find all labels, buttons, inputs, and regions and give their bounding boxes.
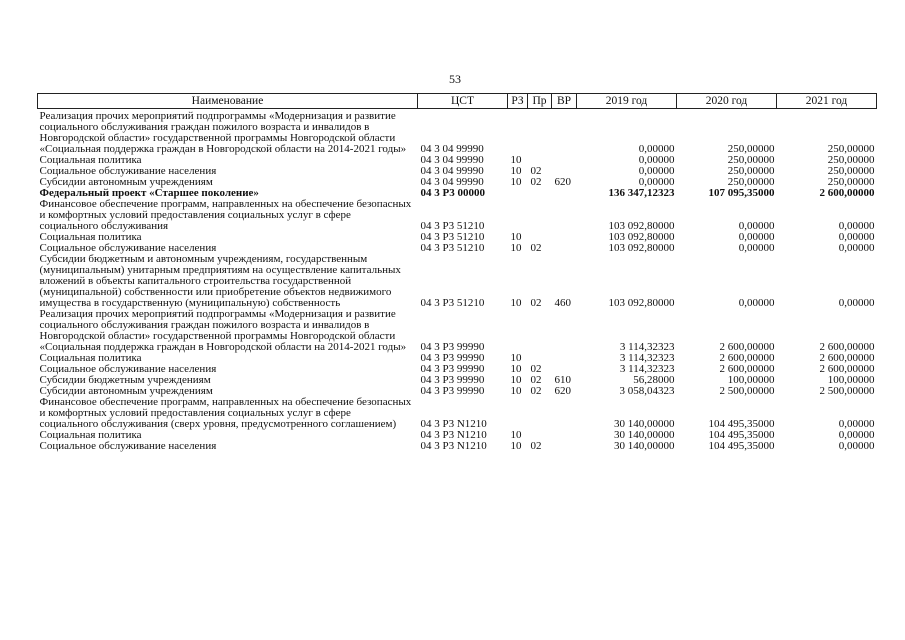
row-2021: 100,00000 [827, 374, 875, 386]
row-name: Федеральный проект «Старшее поколение» [39, 187, 259, 199]
table-row [38, 309, 877, 353]
row-2021: 2 600,00000 [819, 341, 875, 353]
row-pr: 02 [530, 242, 542, 254]
row-2020: 250,00000 [727, 143, 775, 155]
row-2021: 250,00000 [827, 165, 875, 177]
row-2021: 2 500,00000 [819, 385, 875, 397]
row-vr: 620 [554, 176, 571, 188]
row-cst: 04 3 P3 99990 [420, 363, 485, 375]
table-row [38, 397, 877, 430]
row-cst: 04 3 04 99990 [420, 154, 484, 166]
row-vr [552, 430, 577, 441]
row-2020: 250,00000 [727, 154, 775, 166]
row-2021: 0,00000 [838, 220, 875, 232]
row-pr: 02 [530, 297, 542, 309]
row-vr [552, 199, 577, 232]
row-vr [552, 309, 577, 353]
row-2021: 250,00000 [827, 143, 875, 155]
row-2019: 103 092,80000 [608, 242, 675, 254]
row-2019: 30 140,00000 [614, 418, 675, 430]
row-name: Финансовое обеспечение программ, направленных на обеспечение безопасных и комфортных условий предоставления социальных услуг в сфере социального обслуживания (сверх уровня, предусмотренного соглашением) [39, 396, 412, 430]
row-2021: 0,00000 [838, 440, 875, 452]
row-name: Социальная политика [39, 352, 142, 364]
row-2019: 30 140,00000 [614, 440, 675, 452]
row-2020: 250,00000 [727, 176, 775, 188]
row-2019: 3 114,32323 [619, 363, 675, 375]
header-pr: Пр [528, 94, 552, 109]
row-2021: 0,00000 [838, 297, 875, 309]
row-2020: 2 500,00000 [719, 385, 775, 397]
row-rz: 10 [510, 176, 522, 188]
header-2021: 2021 год [777, 94, 877, 109]
row-name: Социальная политика [39, 154, 142, 166]
table-header-row [38, 94, 877, 109]
row-2019: 0,00000 [638, 143, 675, 155]
row-2020: 2 600,00000 [719, 341, 775, 353]
row-name: Финансовое обеспечение программ, направленных на обеспечение безопасных и комфортных условий предоставления социальных услуг в сфере социального обслуживания [39, 198, 412, 232]
row-name: Социальная политика [39, 231, 142, 243]
row-name: Реализация прочих мероприятий подпрограммы «Модернизация и развитие социального обслуживания граждан пожилого возраста и инвалидов в Новгородской области» государственной программы Новгородской области «Социальная поддержка граждан в Новгородской области на 2014-2021 годы» [39, 308, 407, 353]
row-cst: 04 3 P3 N1210 [420, 429, 487, 441]
row-vr [552, 155, 577, 166]
row-2020: 250,00000 [727, 165, 775, 177]
row-pr: 02 [530, 176, 542, 188]
row-cst: 04 3 P3 99990 [420, 385, 485, 397]
row-rz [508, 199, 528, 232]
row-rz: 10 [510, 154, 522, 166]
row-2019: 3 114,32323 [619, 352, 675, 364]
row-rz: 10 [510, 440, 522, 452]
row-pr: 02 [530, 165, 542, 177]
header-2019: 2019 год [577, 94, 677, 109]
header-rz: РЗ [508, 94, 528, 109]
row-2020: 0,00000 [738, 220, 775, 232]
row-name: Реализация прочих мероприятий подпрограммы «Модернизация и развитие социального обслуживания граждан пожилого возраста и инвалидов в Новгородской области» государственной программы Новгородской области «Социальная поддержка граждан в Новгородской области на 2014-2021 годы» [39, 110, 407, 155]
row-name: Социальная политика [39, 429, 142, 441]
row-rz [508, 397, 528, 430]
row-2020: 107 095,35000 [708, 187, 775, 199]
row-vr [552, 109, 577, 156]
row-2021: 0,00000 [838, 242, 875, 254]
budget-table [37, 93, 877, 452]
row-rz [508, 109, 528, 156]
row-cst: 04 3 P3 N1210 [420, 440, 487, 452]
row-pr: 02 [530, 363, 542, 375]
page-number: 53 [449, 72, 461, 86]
row-2020: 0,00000 [738, 242, 775, 254]
row-2019: 0,00000 [638, 154, 675, 166]
row-2019: 103 092,80000 [608, 231, 675, 243]
row-2019: 56,28000 [633, 374, 675, 386]
row-rz: 10 [510, 363, 522, 375]
row-name: Субсидии автономным учреждениям [39, 176, 213, 188]
row-vr: 460 [554, 297, 571, 309]
row-2019: 136 347,12323 [608, 187, 675, 199]
row-vr [552, 232, 577, 243]
row-2021: 0,00000 [838, 418, 875, 430]
row-pr [528, 109, 552, 156]
header-vr: ВР [552, 94, 577, 109]
header-name: Наименование [38, 94, 418, 109]
row-rz [508, 188, 528, 199]
row-cst: 04 3 04 99990 [420, 165, 484, 177]
row-name: Субсидии бюджетным и автономным учреждениям, государственным (муниципальным) унитарным предприятиям на осуществление капитальных вложений в объекты капитального строительства государственной (муниципальной) собственности или приобретение объектов недвижимого имущества в государственную (муниципальную) собственность [39, 253, 401, 309]
row-2020: 104 495,35000 [708, 429, 775, 441]
row-vr: 620 [554, 385, 571, 397]
row-cst: 04 3 P3 N1210 [420, 418, 487, 430]
row-pr: 02 [530, 440, 542, 452]
header-2020: 2020 год [677, 94, 777, 109]
row-2020: 2 600,00000 [719, 352, 775, 364]
row-vr [552, 353, 577, 364]
row-2021: 2 600,00000 [819, 352, 875, 364]
row-2019: 30 140,00000 [614, 429, 675, 441]
row-pr: 02 [530, 374, 542, 386]
row-pr [528, 397, 552, 430]
row-pr [528, 188, 552, 199]
row-rz: 10 [510, 297, 522, 309]
row-2020: 104 495,35000 [708, 440, 775, 452]
row-cst: 04 3 P3 99990 [420, 341, 485, 353]
row-cst: 04 3 P3 51210 [420, 242, 485, 254]
row-name: Социальное обслуживание населения [39, 242, 217, 254]
header-cst: ЦСТ [418, 94, 508, 109]
row-vr [552, 397, 577, 430]
row-vr [552, 188, 577, 199]
row-cst: 04 3 04 99990 [420, 176, 484, 188]
row-rz: 10 [510, 385, 522, 397]
row-cst: 04 3 04 99990 [420, 143, 484, 155]
row-cst: 04 3 P3 99990 [420, 374, 485, 386]
table-row [38, 109, 877, 156]
row-2020: 0,00000 [738, 231, 775, 243]
row-cst: 04 3 P3 00000 [420, 187, 485, 199]
row-vr: 610 [554, 374, 571, 386]
row-name: Субсидии автономным учреждениям [39, 385, 213, 397]
row-pr [528, 309, 552, 353]
row-rz: 10 [510, 374, 522, 386]
table-row [38, 199, 877, 232]
row-2021: 2 600,00000 [819, 187, 875, 199]
row-2019: 0,00000 [638, 165, 675, 177]
row-rz: 10 [510, 165, 522, 177]
row-2021: 0,00000 [838, 429, 875, 441]
row-cst: 04 3 P3 51210 [420, 231, 485, 243]
row-rz: 10 [510, 242, 522, 254]
table-body [38, 109, 877, 453]
row-vr [552, 243, 577, 254]
row-2019: 3 058,04323 [619, 385, 675, 397]
row-cst: 04 3 P3 51210 [420, 297, 485, 309]
row-2020: 104 495,35000 [708, 418, 775, 430]
row-2020: 0,00000 [738, 297, 775, 309]
row-2020: 2 600,00000 [719, 363, 775, 375]
row-pr [528, 199, 552, 232]
row-name: Социальное обслуживание населения [39, 440, 217, 452]
row-2019: 103 092,80000 [608, 220, 675, 232]
row-2021: 0,00000 [838, 231, 875, 243]
row-rz: 10 [510, 352, 522, 364]
row-2021: 250,00000 [827, 176, 875, 188]
row-2019: 103 092,80000 [608, 297, 675, 309]
row-cst: 04 3 P3 51210 [420, 220, 485, 232]
row-2019: 3 114,32323 [619, 341, 675, 353]
row-2021: 2 600,00000 [819, 363, 875, 375]
row-pr: 02 [530, 385, 542, 397]
row-name: Социальное обслуживание населения [39, 165, 217, 177]
table-row [38, 254, 877, 309]
row-rz [508, 309, 528, 353]
row-2020: 100,00000 [727, 374, 775, 386]
row-rz: 10 [510, 429, 522, 441]
row-name: Субсидии бюджетным учреждениям [39, 374, 211, 386]
row-name: Социальное обслуживание населения [39, 363, 217, 375]
row-rz: 10 [510, 231, 522, 243]
row-2019: 0,00000 [638, 176, 675, 188]
row-vr [552, 441, 577, 452]
table-row [38, 441, 877, 452]
row-cst: 04 3 P3 99990 [420, 352, 485, 364]
row-2021: 250,00000 [827, 154, 875, 166]
